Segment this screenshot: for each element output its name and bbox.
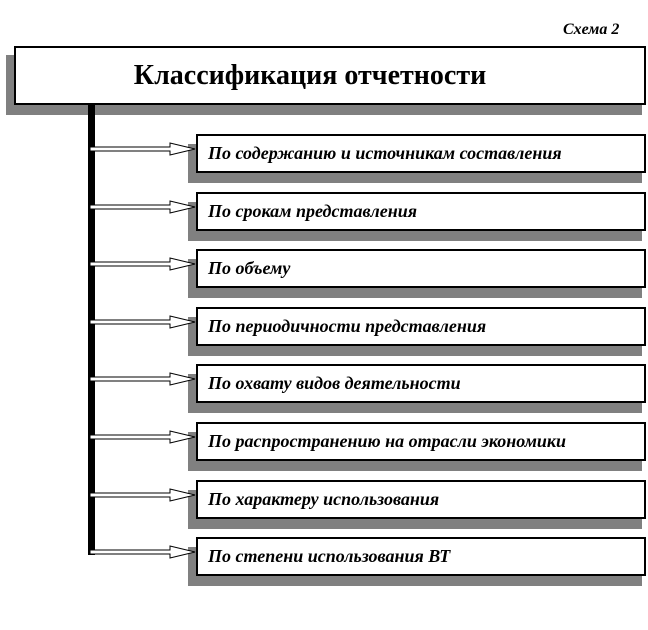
- arrow-right-icon: [90, 200, 198, 214]
- classification-item: [196, 307, 646, 346]
- classification-item: [196, 192, 646, 231]
- classification-item-label: По степени использования ВТ: [208, 546, 451, 566]
- classification-item-label: По объему: [208, 258, 291, 278]
- classification-item-label: По распространению на отрасли экономики: [208, 431, 567, 451]
- arrow-right-icon: [90, 372, 198, 386]
- classification-item: [196, 134, 646, 173]
- arrow-right-icon: [90, 315, 198, 329]
- classification-item: [196, 249, 646, 288]
- classification-item-label: По характеру использования: [208, 489, 440, 509]
- classification-item: [196, 422, 646, 461]
- classification-item: [196, 480, 646, 519]
- title-box: [14, 46, 646, 105]
- classification-item: [196, 537, 646, 576]
- scheme-label: Схема 2: [563, 21, 620, 38]
- classification-item-label: По срокам представления: [208, 201, 418, 221]
- arrow-right-icon: [90, 142, 198, 156]
- arrow-right-icon: [90, 488, 198, 502]
- title-text: Классификация отчетности: [133, 59, 487, 91]
- classification-item-label: По охвату видов деятельности: [208, 373, 461, 393]
- classification-item-label: По периодичности представления: [208, 316, 487, 336]
- arrow-right-icon: [90, 430, 198, 444]
- classification-item: [196, 364, 646, 403]
- arrow-right-icon: [90, 257, 198, 271]
- arrow-right-icon: [90, 545, 198, 559]
- classification-item-label: По содержанию и источникам составления: [208, 143, 562, 163]
